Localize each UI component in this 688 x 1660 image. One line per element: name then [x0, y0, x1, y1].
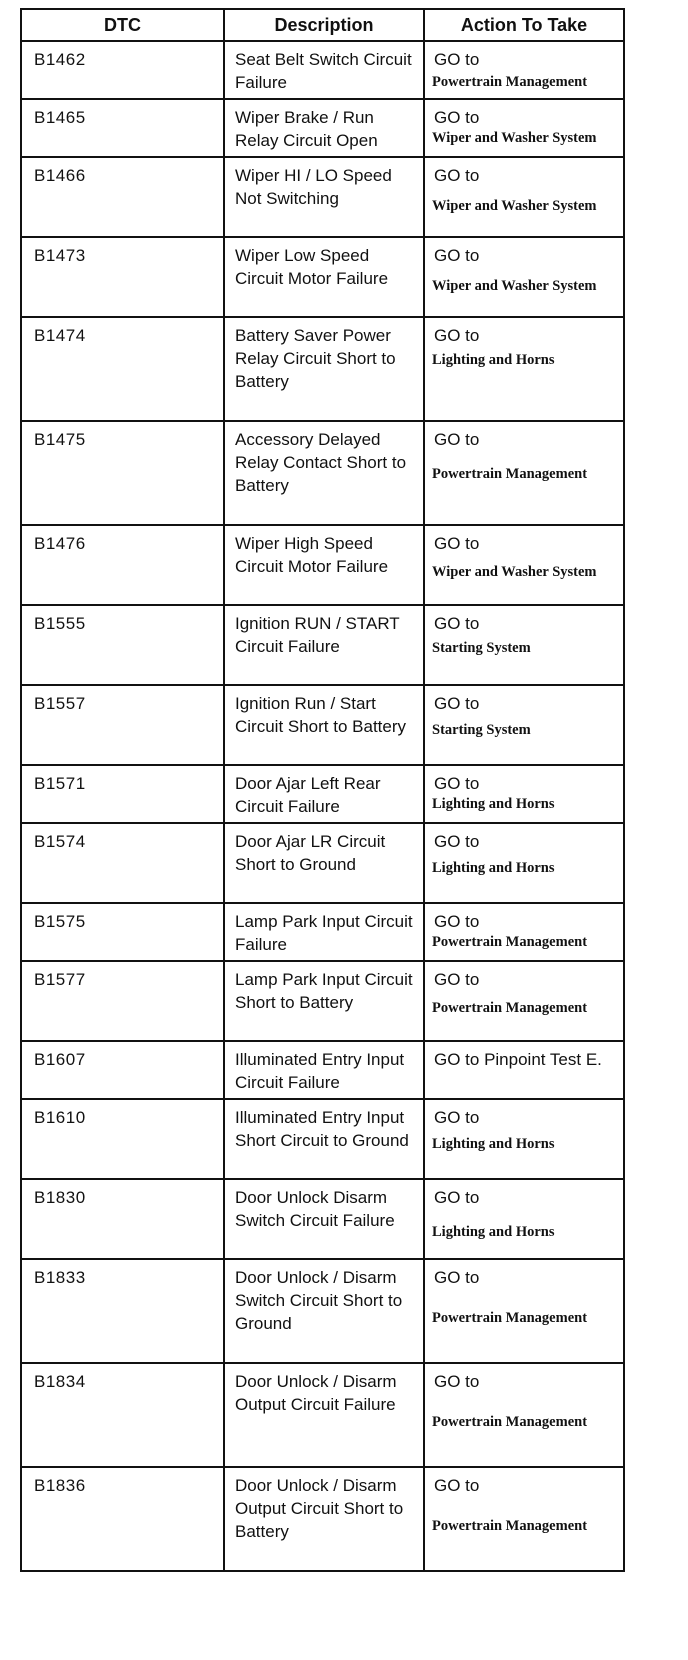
action-text: GO to [434, 430, 480, 449]
action-cell [424, 1467, 624, 1571]
table-row [21, 605, 624, 685]
action-cell [424, 317, 624, 421]
dtc-code: B1607 [21, 1041, 224, 1099]
action-target-link[interactable]: Lighting and Horns [432, 796, 555, 812]
dtc-code: B1834 [21, 1363, 224, 1467]
header-dtc: DTC [21, 9, 224, 41]
dtc-code: B1465 [21, 99, 224, 157]
action-text: GO to [434, 694, 480, 713]
action-cell [424, 525, 624, 605]
table-row [21, 1259, 624, 1363]
action-cell [424, 1041, 624, 1099]
action-target-link[interactable]: Powertrain Management [432, 466, 588, 482]
action-cell [424, 99, 624, 157]
dtc-description: Ignition RUN / START Circuit Failure [224, 605, 424, 685]
dtc-description: Seat Belt Switch Circuit Failure [224, 41, 424, 99]
table-row [21, 525, 624, 605]
action-target-link[interactable]: Lighting and Horns [432, 352, 555, 368]
action-cell [424, 41, 624, 99]
table-row [21, 317, 624, 421]
action-cell [424, 421, 624, 525]
action-text: GO to [434, 326, 480, 345]
dtc-description: Door Unlock Disarm Switch Circuit Failure [224, 1179, 424, 1259]
action-target-link[interactable]: Wiper and Washer System [432, 130, 597, 146]
dtc-description: Door Unlock / Disarm Switch Circuit Short to Ground [224, 1259, 424, 1363]
table-row [21, 41, 624, 99]
action-target-link[interactable]: Wiper and Washer System [432, 278, 597, 294]
action-target-link[interactable]: Powertrain Management [432, 1414, 588, 1430]
table-body [21, 41, 624, 1571]
dtc-description: Ignition Run / Start Circuit Short to Battery [224, 685, 424, 765]
action-target-link[interactable]: Wiper and Washer System [432, 198, 597, 214]
action-cell [424, 1099, 624, 1179]
action-target-link[interactable]: Powertrain Management [432, 1310, 588, 1326]
action-target-link[interactable]: Lighting and Horns [432, 1224, 555, 1240]
dtc-table-sheet [20, 8, 623, 1572]
dtc-code: B1575 [21, 903, 224, 961]
dtc-description: Door Ajar LR Circuit Short to Ground [224, 823, 424, 903]
dtc-description: Wiper HI / LO Speed Not Switching [224, 157, 424, 237]
action-cell [424, 1259, 624, 1363]
action-text: GO to [434, 166, 480, 185]
dtc-code: B1474 [21, 317, 224, 421]
action-text: GO to [434, 832, 480, 851]
action-target-link[interactable]: Starting System [432, 640, 531, 656]
table-row [21, 1179, 624, 1259]
action-text: GO to [434, 1476, 480, 1495]
dtc-code: B1571 [21, 765, 224, 823]
dtc-description: Wiper Brake / Run Relay Circuit Open [224, 99, 424, 157]
action-text: GO to [434, 50, 480, 69]
action-cell [424, 765, 624, 823]
dtc-description: Battery Saver Power Relay Circuit Short to Battery [224, 317, 424, 421]
dtc-description: Wiper Low Speed Circuit Motor Failure [224, 237, 424, 317]
dtc-description: Lamp Park Input Circuit Short to Battery [224, 961, 424, 1041]
dtc-code: B1555 [21, 605, 224, 685]
dtc-description: Door Ajar Left Rear Circuit Failure [224, 765, 424, 823]
dtc-description: Illuminated Entry Input Short Circuit to Ground [224, 1099, 424, 1179]
table-row [21, 765, 624, 823]
dtc-description: Lamp Park Input Circuit Failure [224, 903, 424, 961]
dtc-code: B1610 [21, 1099, 224, 1179]
header-description: Description [224, 9, 424, 41]
action-text: GO to Pinpoint Test E. [434, 1050, 602, 1069]
header-action: Action To Take [424, 9, 624, 41]
action-text: GO to [434, 614, 480, 633]
dtc-code: B1833 [21, 1259, 224, 1363]
dtc-code: B1462 [21, 41, 224, 99]
action-cell [424, 237, 624, 317]
dtc-code: B1466 [21, 157, 224, 237]
action-cell [424, 157, 624, 237]
table-row [21, 903, 624, 961]
action-text: GO to [434, 970, 480, 989]
action-target-link[interactable]: Starting System [432, 722, 531, 738]
action-text: GO to [434, 912, 480, 931]
dtc-code: B1557 [21, 685, 224, 765]
action-target-link[interactable]: Lighting and Horns [432, 1136, 555, 1152]
dtc-description: Door Unlock / Disarm Output Circuit Short to Battery [224, 1467, 424, 1571]
action-cell [424, 685, 624, 765]
table-row [21, 823, 624, 903]
action-target-link[interactable]: Wiper and Washer System [432, 564, 597, 580]
dtc-code: B1476 [21, 525, 224, 605]
table-row [21, 1363, 624, 1467]
action-target-link[interactable]: Lighting and Horns [432, 860, 555, 876]
action-cell [424, 961, 624, 1041]
action-target-link[interactable]: Powertrain Management [432, 934, 588, 950]
action-text: GO to [434, 108, 480, 127]
action-text: GO to [434, 534, 480, 553]
table-row [21, 961, 624, 1041]
action-cell [424, 1363, 624, 1467]
dtc-code: B1475 [21, 421, 224, 525]
dtc-description: Illuminated Entry Input Circuit Failure [224, 1041, 424, 1099]
action-text: GO to [434, 1188, 480, 1207]
table-row [21, 1467, 624, 1571]
dtc-code: B1473 [21, 237, 224, 317]
action-text: GO to [434, 1372, 480, 1391]
action-cell [424, 605, 624, 685]
dtc-code: B1836 [21, 1467, 224, 1571]
dtc-table [20, 8, 625, 1572]
table-row [21, 1041, 624, 1099]
table-row [21, 237, 624, 317]
table-row [21, 99, 624, 157]
action-target-link[interactable]: Powertrain Management [432, 1000, 588, 1016]
table-row [21, 685, 624, 765]
table-row [21, 157, 624, 237]
action-cell [424, 903, 624, 961]
action-target-link[interactable]: Powertrain Management [432, 1518, 588, 1534]
dtc-description: Accessory Delayed Relay Contact Short to Battery [224, 421, 424, 525]
action-text: GO to [434, 246, 480, 265]
dtc-code: B1830 [21, 1179, 224, 1259]
action-text: GO to [434, 1268, 480, 1287]
dtc-description: Door Unlock / Disarm Output Circuit Failure [224, 1363, 424, 1467]
action-cell [424, 823, 624, 903]
table-row [21, 1099, 624, 1179]
table-header-row [21, 9, 624, 41]
dtc-code: B1577 [21, 961, 224, 1041]
action-text: GO to [434, 1108, 480, 1127]
action-text: GO to [434, 774, 480, 793]
dtc-code: B1574 [21, 823, 224, 903]
action-target-link[interactable]: Powertrain Management [432, 74, 588, 90]
action-cell [424, 1179, 624, 1259]
dtc-description: Wiper High Speed Circuit Motor Failure [224, 525, 424, 605]
table-row [21, 421, 624, 525]
